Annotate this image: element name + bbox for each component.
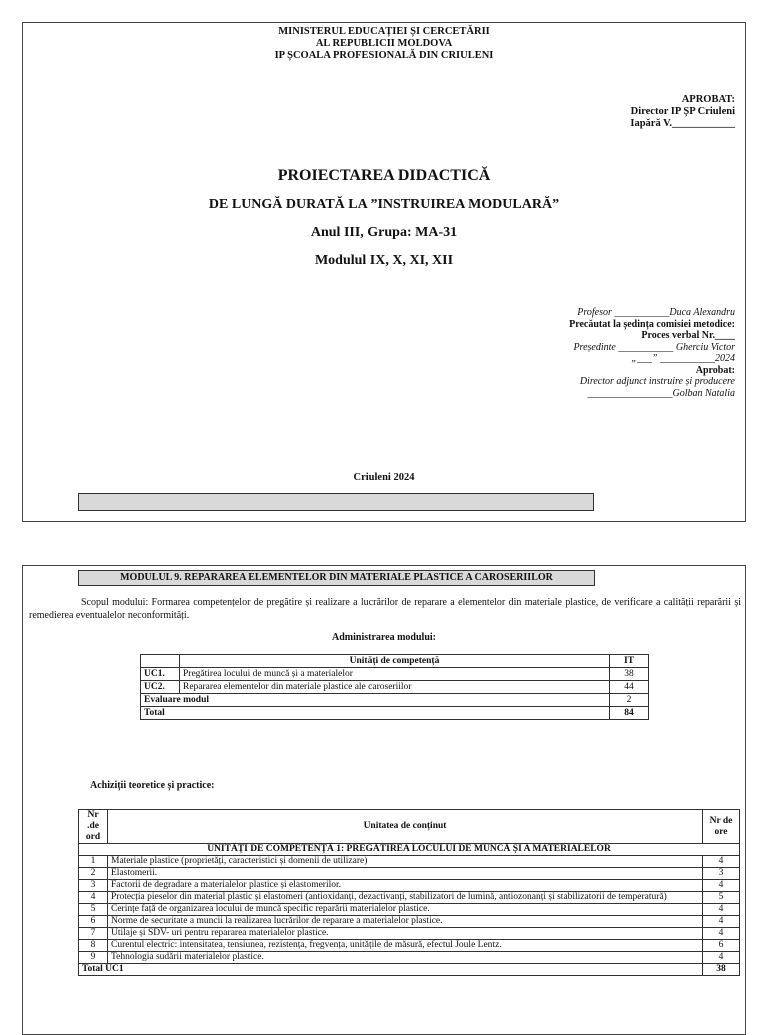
city-year: Criuleni 2024: [353, 472, 415, 483]
row-hours: 6: [703, 940, 740, 952]
row-text: Elastomerii.: [108, 868, 703, 880]
module-scope: Scopul modului: Formarea competențelor de pregătire și realizare a lucrărilor de reparare a elementelor din materiale plastice, de verificare a calității reparării și remedierea eventualelor neconformități.: [29, 597, 741, 621]
minutes-line: Proces verbal Nr.____: [641, 330, 735, 341]
unit-hours: 44: [610, 681, 649, 694]
unit-hours: 38: [610, 668, 649, 681]
table-row: [141, 681, 649, 694]
row-nr: 9: [79, 952, 108, 964]
teacher-line: Profesor ___________Duca Alexandru: [577, 307, 735, 318]
row-nr: 8: [79, 940, 108, 952]
deputy-role-line: Director adjunct instruire și producere: [579, 376, 735, 387]
approval-block: [630, 94, 735, 130]
table-header-cell: Unități de competență: [180, 655, 610, 668]
row-nr: 6: [79, 916, 108, 928]
gray-bar: [78, 493, 594, 511]
unit-code: UC1.: [141, 668, 180, 681]
table-row: [79, 856, 740, 868]
row-hours: 4: [703, 856, 740, 868]
table-row: [79, 928, 740, 940]
table-row: [79, 880, 740, 892]
title-block: [23, 166, 745, 270]
evaluation-label: Evaluare modul: [141, 694, 610, 707]
ministry-line: MINISTERUL EDUCAȚIEI ȘI CERCETĂRII: [278, 26, 490, 37]
total-uc1-label: Total UC1: [79, 964, 703, 976]
table-row: [141, 707, 649, 720]
row-hours: 3: [703, 868, 740, 880]
acquisitions-title: Achiziții teoretice și practice:: [90, 780, 215, 791]
row-hours: 4: [703, 928, 740, 940]
table-row: [79, 892, 740, 904]
document-subtitle: DE LUNGĂ DURATĂ LA ”INSTRUIREA MODULARĂ”: [208, 197, 560, 212]
total-label: Total: [141, 707, 610, 720]
table-row: [141, 668, 649, 681]
table-row: [79, 952, 740, 964]
row-nr: 7: [79, 928, 108, 940]
table-cell: [141, 655, 180, 668]
modules-line: Modulul IX, X, XI, XII: [314, 253, 454, 268]
unit-code: UC2.: [141, 681, 180, 694]
table-row: [79, 916, 740, 928]
row-nr: 3: [79, 880, 108, 892]
row-nr: 1: [79, 856, 108, 868]
section-row: [79, 844, 740, 856]
administration-table: [140, 654, 649, 720]
table-row: [141, 694, 649, 707]
document-title: PROIECTAREA DIDACTICĂ: [277, 167, 491, 184]
reviewed-line: Precăutat la ședința comisiei metodice:: [569, 318, 735, 330]
total-uc1-hours: 38: [703, 964, 740, 976]
row-text: Cerințe față de organizarea locului de muncă specific reparării materialelor plastice.: [108, 904, 703, 916]
row-hours: 4: [703, 916, 740, 928]
table-header-cell: IT: [610, 655, 649, 668]
unit-name: Pregătirea locului de muncă și a materialelor: [180, 668, 610, 681]
ministry-line: AL REPUBLICII MOLDOVA: [315, 38, 453, 49]
row-nr: 4: [79, 892, 108, 904]
administration-title: Administrarea modului:: [332, 632, 436, 643]
row-text: Factorii de degradare a materialelor plastice și elastomerilor.: [108, 880, 703, 892]
ministry-header: [23, 26, 745, 62]
row-text: Protecția pieselor din material plastic și elastomeri (antioxidanți, dezactivanți, stabilizatori de lumină, antiozonanți și stabilizatorii de temperatură): [108, 892, 703, 904]
row-hours: 4: [703, 880, 740, 892]
module-title: MODULUL 9. REPARAREA ELEMENTELOR DIN MATERIALE PLASTICE A CAROSERIILOR: [78, 570, 595, 586]
table-row: [79, 868, 740, 880]
table-row: [79, 940, 740, 952]
approval-line: Director IP ȘP Criuleni: [630, 106, 735, 117]
president-line: Președinte ___________ Gherciu Victor: [573, 341, 735, 353]
header-unit: Unitatea de conținut: [108, 810, 703, 844]
row-hours: 5: [703, 892, 740, 904]
evaluation-hours: 2: [610, 694, 649, 707]
module-page: [22, 565, 746, 1035]
content-table: [78, 809, 740, 976]
ministry-line: IP ȘCOALA PROFESIONALĂ DIN CRIULENI: [274, 50, 494, 61]
table-row: [79, 964, 740, 976]
approval-line: APROBAT:: [681, 94, 735, 105]
cover-page: [22, 22, 746, 522]
row-nr: 2: [79, 868, 108, 880]
row-hours: 4: [703, 952, 740, 964]
table-header-row: [79, 810, 740, 844]
row-text: Norme de securitate a muncii la realizarea lucrărilor de reparare a materialelor plastice.: [108, 916, 703, 928]
header-nr: Nr .de ord: [79, 810, 108, 844]
row-text: Curentul electric: intensitatea, tensiunea, rezistența, fregvența, unitățile de măsură, efectul Joule Lentz.: [108, 940, 703, 952]
signature-block: [569, 307, 735, 399]
total-hours: 84: [610, 707, 649, 720]
approved-line: Aprobat:: [695, 364, 735, 376]
row-hours: 4: [703, 904, 740, 916]
table-row: [79, 904, 740, 916]
header-hours: Nr de ore: [703, 810, 740, 844]
section-title: UNITĂȚI DE COMPETENȚĂ 1: PREGĂTIREA LOCULUI DE MUNCĂ ȘI A MATERIALELOR: [79, 844, 740, 856]
row-text: Materiale plastice (proprietăți, caracteristici și domenii de utilizare): [108, 856, 703, 868]
table-header-row: [141, 655, 649, 668]
row-text: Utilaje și SDV- uri pentru repararea materialelor plastice.: [108, 928, 703, 940]
approval-line: Iapără V.____________: [630, 118, 735, 129]
row-text: Tehnologia sudării materialelor plastice.: [108, 952, 703, 964]
year-group: Anul III, Grupa: MA-31: [310, 225, 458, 240]
unit-name: Repararea elementelor din materiale plastice ale caroseriilor: [180, 681, 610, 694]
row-nr: 5: [79, 904, 108, 916]
deputy-name-line: _________________Golban Natalia: [587, 387, 735, 399]
date-line: „___” ___________2024: [631, 353, 735, 364]
